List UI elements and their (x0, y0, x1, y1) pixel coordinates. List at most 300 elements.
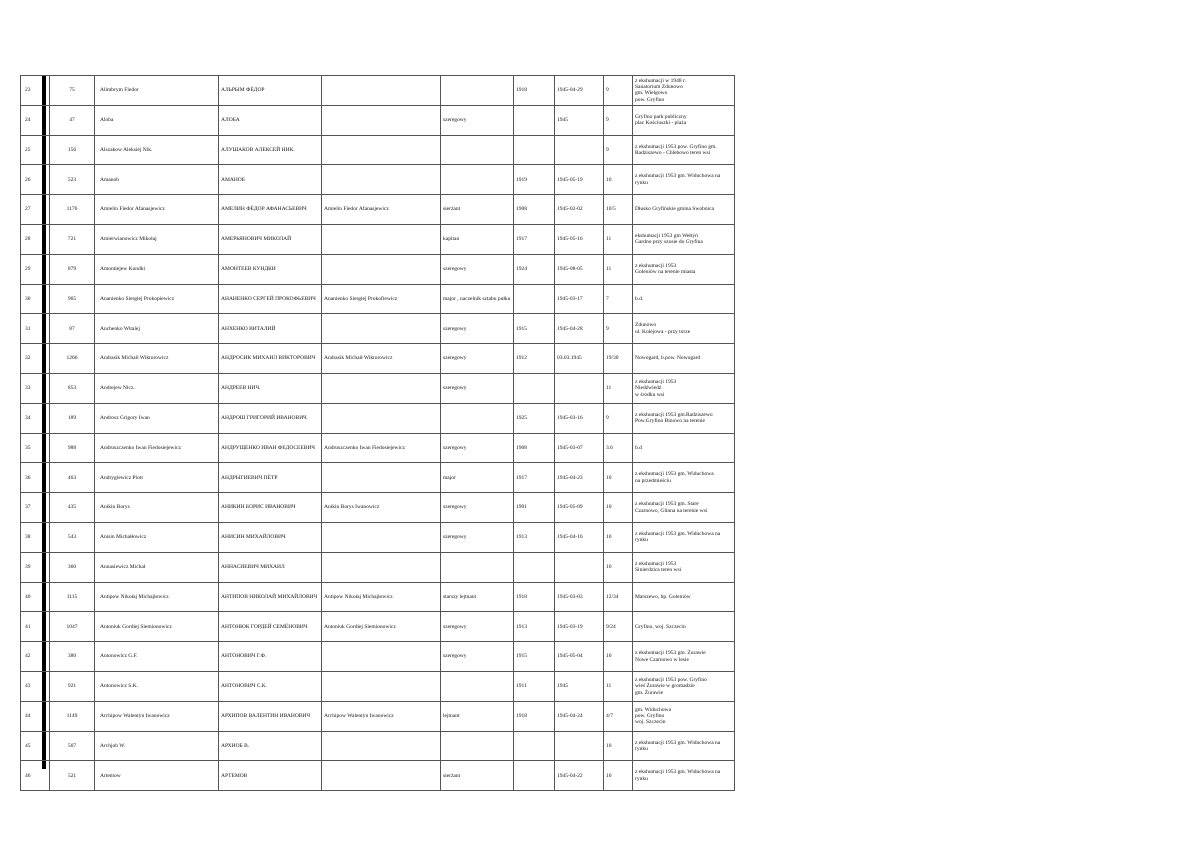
death-date-cell: 1945-04-22 (555, 761, 604, 791)
burial-place-cell (633, 403, 735, 433)
burial-place-line: z ekshumacji 1953 gm. Widuchowa na (635, 173, 721, 180)
burial-place-line: pow. Gryfino (635, 712, 665, 719)
burial-place-line: Niedźwiedź (635, 385, 662, 392)
record-id-cell: 988 (50, 433, 95, 463)
burial-place-cell (633, 463, 735, 493)
death-date-cell: 1945-03-17 (555, 284, 604, 314)
alternate-name-cell (322, 105, 441, 135)
row-number-cell: 46 (21, 761, 50, 791)
cyrillic-name-cell: АЛОБА (219, 105, 322, 135)
rank-cell (441, 403, 514, 433)
grave-cell: 11 (604, 254, 633, 284)
rank-cell: major (441, 463, 514, 493)
cyrillic-name-cell: АНДРЕЕВ НИЧ. (219, 373, 322, 403)
burial-place-cell (633, 493, 735, 523)
alternate-name-cell: Antoniuk Gordiej Siemionowicz (322, 612, 441, 642)
alternate-name-cell (322, 671, 441, 701)
alternate-name-cell (322, 165, 441, 195)
death-date-cell: 1945-03-07 (555, 433, 604, 463)
latin-name-cell: Alimbrym Fiedor (95, 76, 219, 106)
birth-year-cell (514, 284, 555, 314)
cyrillic-name-cell: АНДРОШ ГРИГОРИЙ ИВАНОВИЧ (219, 403, 322, 433)
birth-year-cell: 1913 (514, 522, 555, 552)
row-number-cell: 23 (21, 76, 50, 106)
row-number-cell: 42 (21, 642, 50, 672)
table-row (21, 195, 735, 225)
row-number-cell: 24 (21, 105, 50, 135)
burial-place-line: b.d (635, 444, 642, 451)
cyrillic-name-cell: АМЕЛИН ФЁДОР АФАНАСЬЕВИЧ (219, 195, 322, 225)
burial-place-line: rynku (635, 537, 648, 544)
rank-cell: major , naczelnik sztabu pułku (441, 284, 514, 314)
burial-place-cell (633, 284, 735, 314)
burial-place-line: Nowogard, b.pow. Nowogard (635, 355, 701, 362)
latin-name-cell: Andrasik Michail Wiktorowicz (95, 344, 219, 374)
table-row (21, 284, 735, 314)
alternate-name-cell (322, 761, 441, 791)
table-row (21, 254, 735, 284)
grave-cell: 10/5 (604, 195, 633, 225)
row-number-cell: 43 (21, 671, 50, 701)
row-number-cell: 27 (21, 195, 50, 225)
burial-place-line: z ekshumacji 1953 pow. Gryfino (635, 676, 707, 683)
grave-cell: 3.6 (604, 433, 633, 463)
death-date-cell: 1945 (555, 671, 604, 701)
record-id-cell: 1266 (50, 344, 95, 374)
birth-year-cell: 1915 (514, 314, 555, 344)
table-body (21, 76, 735, 791)
burial-place-cell (633, 135, 735, 165)
birth-year-cell: 1919 (514, 165, 555, 195)
birth-year-cell (514, 731, 555, 761)
rank-cell (441, 671, 514, 701)
burial-place-line: z ekshumacji 1953 (635, 262, 677, 269)
grave-cell: 10 (604, 463, 633, 493)
latin-name-cell: Anchenko Witalej (95, 314, 219, 344)
burial-place-cell (633, 552, 735, 582)
latin-name-cell: Amielin Fiedor Afanasjewicz (95, 195, 219, 225)
alternate-name-cell (322, 314, 441, 344)
burial-place-cell (633, 254, 735, 284)
burial-place-line: gm. Żurawie (635, 689, 664, 696)
death-date-cell: 1945-04-24 (555, 701, 604, 731)
grave-cell: 11 (604, 373, 633, 403)
table-row (21, 373, 735, 403)
record-id-cell: 47 (50, 105, 95, 135)
death-date-cell (555, 373, 604, 403)
burial-place-line: na przedmieściu (635, 477, 671, 484)
grave-cell: 4/7 (604, 701, 633, 731)
death-date-cell: 03.03.1945 (555, 344, 604, 374)
table-row (21, 701, 735, 731)
burial-place-cell (633, 642, 735, 672)
latin-name-cell: Antipow Nikołaj Michajłowicz (95, 582, 219, 612)
latin-name-cell: Artemow (95, 761, 219, 791)
table-row (21, 493, 735, 523)
burial-place-cell (633, 105, 735, 135)
birth-year-cell: 1917 (514, 463, 555, 493)
rank-cell: szeregowy (441, 493, 514, 523)
burial-place-cell (633, 522, 735, 552)
latin-name-cell: Archjob W. (95, 731, 219, 761)
birth-year-cell: 1918 (514, 582, 555, 612)
latin-name-cell: Andrygiewicz Piotr (95, 463, 219, 493)
grave-cell: 12/34 (604, 582, 633, 612)
death-date-cell: 1945-04-23 (555, 463, 604, 493)
death-date-cell: 1945-04-16 (555, 522, 604, 552)
burial-place-line: Nowe Czarnowo w lesie (635, 656, 689, 663)
alternate-name-cell (322, 403, 441, 433)
cyrillic-name-cell: АМАНОБ (219, 165, 322, 195)
latin-name-cell: Anisin Michałłowicz (95, 522, 219, 552)
grave-cell: 11 (604, 671, 633, 701)
rank-cell: szeregowy (441, 522, 514, 552)
rank-cell: szeregowy (441, 433, 514, 463)
cyrillic-name-cell: АЛЬРЫМ ФЁДОР (219, 76, 322, 106)
record-id-cell: 189 (50, 403, 95, 433)
burial-place-cell (633, 165, 735, 195)
cyrillic-name-cell: АМОНТЕЕВ КУНДКИ (219, 254, 322, 284)
burial-place-line: Zdunowo (635, 322, 657, 329)
birth-year-cell: 1908 (514, 433, 555, 463)
cyrillic-name-cell: АНДРЫГИЕВИЧ ПЁТР (219, 463, 322, 493)
burial-place-line: rynku (635, 179, 648, 186)
table-row (21, 671, 735, 701)
burial-place-line: Gardno przy szosie do Gryfina (635, 239, 703, 246)
table-row (21, 642, 735, 672)
table-row (21, 731, 735, 761)
row-number-cell: 31 (21, 314, 50, 344)
alternate-name-cell (322, 135, 441, 165)
row-number-cell: 29 (21, 254, 50, 284)
record-id-cell: 463 (50, 463, 95, 493)
cyrillic-name-cell: АНИСИН МИХАЙЛОВИЧ (219, 522, 322, 552)
alternate-name-cell (322, 731, 441, 761)
burial-place-line: gm. Wielgowo (635, 90, 668, 97)
latin-name-cell: Annasiewicz Michał (95, 552, 219, 582)
rank-cell: sierżant (441, 195, 514, 225)
latin-name-cell: Ananienko Siergiej Prokopiewicz (95, 284, 219, 314)
record-id-cell: 360 (50, 552, 95, 582)
burial-place-cell (633, 671, 735, 701)
burial-place-line: z ekshumacji 1953 gm. Widuchowa na (635, 769, 721, 776)
record-id-cell: 521 (50, 761, 95, 791)
alternate-name-cell (322, 224, 441, 254)
row-number-cell: 45 (21, 731, 50, 761)
burial-place-line: Gryfino, woj. Szczecin (635, 623, 686, 630)
row-number-cell: 25 (21, 135, 50, 165)
latin-name-cell: Amanob (95, 165, 219, 195)
cyrillic-name-cell: АННАСИЕВИЧ МИХАИЛ (219, 552, 322, 582)
birth-year-cell: 1913 (514, 612, 555, 642)
birth-year-cell (514, 135, 555, 165)
burial-place-line: z ekshumacji 1953 pow. Gryfino gm. (635, 143, 717, 150)
grave-cell: 9 (604, 403, 633, 433)
cyrillic-name-cell: АРТЕМОВ (219, 761, 322, 791)
birth-year-cell: 1918 (514, 701, 555, 731)
cyrillic-name-cell: АМЕРЬЯНОВИЧ МИКОЛАЙ (219, 224, 322, 254)
table-row (21, 403, 735, 433)
record-id-cell: 1149 (50, 701, 95, 731)
cyrillic-name-cell: АНТОНОВИЧ Г.Ф. (219, 642, 322, 672)
alternate-name-cell: Antipow Nikołaj Michajłowicz (322, 582, 441, 612)
burial-place-line: Goleniów na terenie miasta (635, 269, 696, 276)
burial-place-line: z ekshumacji 1953 (635, 378, 677, 385)
death-date-cell (555, 731, 604, 761)
burial-place-line: w środku wsi (635, 391, 665, 398)
birth-year-cell: 1901 (514, 493, 555, 523)
rank-cell: sierżant (441, 761, 514, 791)
death-date-cell (555, 135, 604, 165)
record-id-cell: 87 (50, 314, 95, 344)
birth-year-cell (514, 761, 555, 791)
grave-cell: 19/30 (604, 344, 633, 374)
burial-place-line: rynku (635, 775, 648, 782)
cyrillic-name-cell: АНДРУЩЕНКО ИВАН ФЕДОСЕЕВИЧ (219, 433, 322, 463)
burial-place-line: pow. Gryfino (635, 96, 665, 103)
burial-place-line: z ekshumacji 1953 gm. Żurawie (635, 650, 706, 657)
death-date-cell: 1945-04-29 (555, 76, 604, 106)
burial-place-line: Gryfino park publiczny (635, 113, 687, 120)
burial-place-cell (633, 731, 735, 761)
grave-cell: 9 (604, 314, 633, 344)
burial-place-line: woj. Szczecin (635, 719, 666, 726)
table-row (21, 433, 735, 463)
birth-year-cell: 1912 (514, 344, 555, 374)
row-number-cell: 44 (21, 701, 50, 731)
death-date-cell: 1945-08-05 (555, 254, 604, 284)
death-date-cell (555, 552, 604, 582)
grave-cell: 7 (604, 284, 633, 314)
burial-place-line: b.d. (635, 295, 644, 302)
alternate-name-cell (322, 522, 441, 552)
rank-cell (441, 165, 514, 195)
rank-cell (441, 552, 514, 582)
burial-place-cell (633, 195, 735, 225)
death-date-cell: 1945-03-03 (555, 582, 604, 612)
row-number-cell: 40 (21, 582, 50, 612)
alternate-name-cell: Amielin Fiedor Afanasjewicz (322, 195, 441, 225)
burial-place-line: Sinierdzica teren wsi (635, 567, 682, 574)
burial-place-cell (633, 612, 735, 642)
grave-cell: 9 (604, 135, 633, 165)
record-id-cell: 156 (50, 135, 95, 165)
row-number-cell: 35 (21, 433, 50, 463)
record-id-cell: 1047 (50, 612, 95, 642)
burial-place-line: ul. Kolejowa - przy torze (635, 328, 691, 335)
rank-cell: szeregowy (441, 105, 514, 135)
rank-cell: szeregowy (441, 642, 514, 672)
cyrillic-name-cell: АНТОНОВИЧ С.К. (219, 671, 322, 701)
table-row (21, 582, 735, 612)
cyrillic-name-cell: АНДРОСИК МИХАИЛ ВИКТОРОВИЧ (219, 344, 322, 374)
row-number-cell: 36 (21, 463, 50, 493)
burial-place-cell (633, 582, 735, 612)
death-date-cell: 1945-05-04 (555, 642, 604, 672)
record-id-cell: 380 (50, 642, 95, 672)
burial-place-line: plac Kościuszki - plaża (635, 120, 687, 127)
alternate-name-cell (322, 463, 441, 493)
grave-cell: 9 (604, 105, 633, 135)
birth-year-cell: 1918 (514, 76, 555, 106)
record-id-cell: 523 (50, 165, 95, 195)
birth-year-cell: 1908 (514, 195, 555, 225)
birth-year-cell: 1911 (514, 671, 555, 701)
burial-place-cell (633, 344, 735, 374)
grave-cell: 10 (604, 552, 633, 582)
row-number-cell: 28 (21, 224, 50, 254)
alternate-name-cell (322, 552, 441, 582)
table-row (21, 135, 735, 165)
alternate-name-cell: Andrasik Michaił Wiktorowicz (322, 344, 441, 374)
burial-place-line: ekshumacji 1953 gm Wełtyń (635, 232, 698, 239)
death-date-cell: 1945-05-09 (555, 493, 604, 523)
row-number-cell: 32 (21, 344, 50, 374)
row-number-cell: 26 (21, 165, 50, 195)
row-number-cell: 33 (21, 373, 50, 403)
table-row (21, 76, 735, 106)
table-row (21, 463, 735, 493)
row-number-cell: 37 (21, 493, 50, 523)
latin-name-cell: Amontiejew Kundki (95, 254, 219, 284)
rank-cell (441, 76, 514, 106)
rank-cell (441, 731, 514, 761)
cyrillic-name-cell: АНАНЕНКО СЕРГЕЙ ПРОКОФЬЕВИЧ (219, 284, 322, 314)
burial-place-cell (633, 701, 735, 731)
grave-cell: 11 (604, 224, 633, 254)
burial-place-line: Pow.Gryfino Binowo na terenie (635, 418, 705, 425)
burial-place-cell (633, 224, 735, 254)
alternate-name-cell: Andruszczenko Iwan Fiedosiejewicz (322, 433, 441, 463)
grave-cell: 10 (604, 493, 633, 523)
birth-year-cell: 1925 (514, 403, 555, 433)
burial-place-line: gm. Widuchowa (635, 706, 672, 713)
rank-cell (441, 135, 514, 165)
latin-name-cell: Alszakow Aleksiej Nik. (95, 135, 219, 165)
table-row (21, 522, 735, 552)
record-id-cell: 75 (50, 76, 95, 106)
burial-place-cell (633, 373, 735, 403)
rank-cell: szeregowy (441, 373, 514, 403)
record-id-cell: 1176 (50, 195, 95, 225)
death-date-cell: 1945 (555, 105, 604, 135)
burial-place-line: Dłusko Gryfińskie gmina Swobnica (635, 206, 714, 213)
burial-place-line: z ekshumacji 1953 gm. Widuchowa na (635, 530, 721, 537)
latin-name-cell: Antonowicz S.K. (95, 671, 219, 701)
burial-place-line: z ekshumacji 1953 gm.Radziszewo (635, 411, 713, 418)
death-date-cell: 1945-03-19 (555, 612, 604, 642)
table-row (21, 344, 735, 374)
table-row (21, 761, 735, 791)
latin-name-cell: Androsz Grigory Iwan (95, 403, 219, 433)
grave-cell: 9/24 (604, 612, 633, 642)
grave-cell: 9 (604, 76, 633, 106)
row-number-cell: 34 (21, 403, 50, 433)
cyrillic-name-cell: АНТОНЮК ГОРДЕЙ СЕМЁНОВИЧ (219, 612, 322, 642)
burial-place-line: rynku (635, 745, 648, 752)
record-id-cell: 435 (50, 493, 95, 523)
latin-name-cell: Andrejew Nicz. (95, 373, 219, 403)
alternate-name-cell (322, 642, 441, 672)
table-row (21, 105, 735, 135)
grave-cell: 10 (604, 522, 633, 552)
document-page (20, 75, 731, 791)
cyrillic-name-cell: АНИКИН БОРИС ИВАНОВИЧ (219, 493, 322, 523)
death-date-cell: 1945-05-16 (555, 224, 604, 254)
latin-name-cell: Amierwianowicz Mikołaj (95, 224, 219, 254)
death-date-cell: 1945-05-19 (555, 165, 604, 195)
burial-place-line: z ekshumacji w 1948 r. (635, 77, 686, 84)
cyrillic-name-cell: АРХИПОВ ВАЛЕНТИН ИВАНОВИЧ (219, 701, 322, 731)
record-id-cell: 853 (50, 373, 95, 403)
burial-place-line: z ekshumacji 1953 gm. Widuchowa na (635, 739, 721, 746)
table-row (21, 314, 735, 344)
alternate-name-cell (322, 373, 441, 403)
grave-cell: 10 (604, 165, 633, 195)
record-id-cell: 567 (50, 731, 95, 761)
row-number-cell: 38 (21, 522, 50, 552)
death-date-cell: 1945-03-16 (555, 403, 604, 433)
rank-cell: szeregowy (441, 254, 514, 284)
birth-year-cell: 1917 (514, 224, 555, 254)
burial-place-line: z ekshumacji 1953 gm. Stare (635, 501, 699, 508)
latin-name-cell: Andruszczenko Iwan Fiedosiejewicz (95, 433, 219, 463)
row-number-cell: 39 (21, 552, 50, 582)
burial-register-table (20, 75, 735, 791)
record-id-cell: 921 (50, 671, 95, 701)
rank-cell: lejtnant (441, 701, 514, 731)
record-id-cell: 721 (50, 224, 95, 254)
death-date-cell: 1945-02-02 (555, 195, 604, 225)
burial-place-line: Radziszewo - Chlebowo teren wsi (635, 149, 711, 156)
burial-place-line: Czarnowo, Glinna na terenie wsi (635, 507, 708, 514)
cyrillic-name-cell: АНХЕНКО ВИТАЛИЙ (219, 314, 322, 344)
grave-cell: 10 (604, 642, 633, 672)
alternate-name-cell: Archipow Walentyn Iwanowicz (322, 701, 441, 731)
latin-name-cell: Aloba (95, 105, 219, 135)
record-id-cell: 879 (50, 254, 95, 284)
burial-place-cell (633, 314, 735, 344)
death-date-cell: 1945-04-28 (555, 314, 604, 344)
record-id-cell: 543 (50, 522, 95, 552)
table-row (21, 224, 735, 254)
birth-year-cell: 1924 (514, 254, 555, 284)
table-row (21, 612, 735, 642)
grave-cell: 10 (604, 731, 633, 761)
table-row (21, 552, 735, 582)
record-id-cell: 965 (50, 284, 95, 314)
burial-place-line: z ekshumacji 1953 gm. Widuchowa (635, 471, 714, 478)
rank-cell: kapitan (441, 224, 514, 254)
row-number-cell: 41 (21, 612, 50, 642)
burial-place-line: Marszewo, bp. Goleniów (635, 593, 691, 600)
cyrillic-name-cell: АЛУШАКОВ АЛЕКСЕЙ НИК. (219, 135, 322, 165)
burial-place-cell (633, 433, 735, 463)
rank-cell: szeregowy (441, 314, 514, 344)
table-row (21, 165, 735, 195)
birth-year-cell (514, 552, 555, 582)
burial-place-cell (633, 761, 735, 791)
burial-place-cell (633, 76, 735, 106)
row-number-cell: 30 (21, 284, 50, 314)
latin-name-cell: Anikin Borys (95, 493, 219, 523)
burial-place-line: Sanatorium Zdunowo (635, 83, 683, 90)
alternate-name-cell (322, 254, 441, 284)
latin-name-cell: Antoniuk Gordiej Siemionowicz (95, 612, 219, 642)
grave-cell: 10 (604, 761, 633, 791)
birth-year-cell: 1915 (514, 642, 555, 672)
burial-place-line: wieś Żurawie w gromadzie (635, 683, 695, 690)
